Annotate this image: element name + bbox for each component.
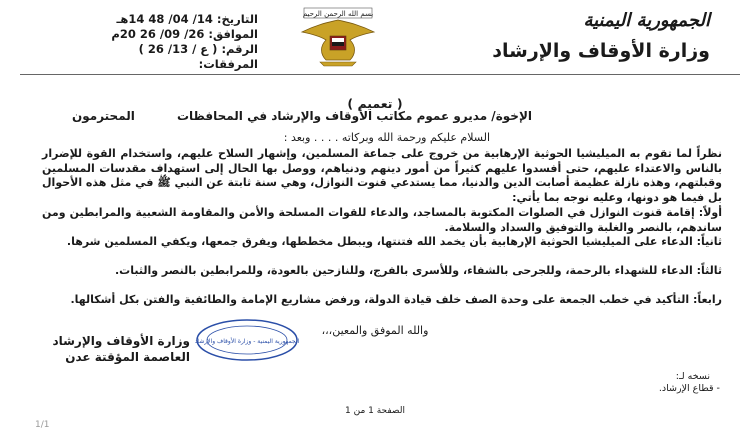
greeting: السلام عليكم ورحمة الله وبركاته . . . . وبعد : (283, 131, 490, 144)
item-first: أولاً: إقامة قنوت النوازل في الصلوات المكتوبة بالمساجد، والدعاء للقوات المسلحة والأمن والمقاومة الشعبية والمرابطين ومن ساندهم، بالنصر والغلبة والتوفيق والسداد والسلامة. (42, 206, 722, 234)
number-label: الرقم: (221, 42, 258, 56)
body-paragraph: نظراً لما تقوم به الميليشيا الحوثية الإرهابية من خروج على جماعة المسلمين، وإشهار السلاح عليهم، واستخدام القوة للإضرار بالناس والاعتداء عليهم، حتى أفسدوا عليهم كثيراً من أمور دينهم ودنياهم، ووصل بها الحال إلى استهداف مقدسات المسلمين وقبلتهم، وهذه نازلة عظيمة أصابت الدين والدنيا، مما يستدعي قنوت النوازل، وهي سنة ثابتة عن النبي ﷺ في مثل هذه الأحوال بل فيما هو دونها، وعليه نوجه بما يأتي: (42, 147, 722, 204)
addressee-suffix: المحترمون (72, 109, 135, 123)
republic-name: الجمهورية اليمنية (583, 10, 710, 31)
copy-to-label: نسخه لـ: (675, 371, 710, 382)
header-divider (20, 74, 740, 75)
corresponding-value: 26/ 09/ 26 20م (111, 27, 205, 41)
signature-line-1: وزارة الأوقاف والإرشاد (52, 334, 190, 348)
circular-title: ( تعميم ) (347, 96, 403, 111)
date-label: التاريخ: (216, 12, 258, 26)
copy-to-item: - قطاع الإرشاد. (658, 383, 720, 394)
attachments-label: المرفقات: (198, 57, 258, 71)
number-value: ( ع / 13/ 26 ) (138, 42, 218, 56)
page-footer: الصفحة 1 من 1 (345, 406, 405, 416)
corresponding-label: الموافق: (208, 27, 258, 41)
emblem-motto: بسم الله الرحمن الرحيم (302, 10, 374, 18)
date-value: 14/ 04/ 48 14هـ (116, 12, 213, 26)
addressee: الإخوة/ مديرو عموم مكاتب الأوقاف والإرشاد في المحافظات (176, 109, 532, 123)
reference-block (28, 12, 258, 72)
official-stamp-icon (195, 318, 300, 363)
item-third: ثالثاً: الدعاء للشهداء بالرحمة، وللجرحى بالشفاء، وللأسرى بالفرج، وللنازحين بالعودة، وللمرابطين بالنصر والثبات. (114, 264, 722, 277)
stamp-text: الجمهورية اليمنية - وزارة الأوقاف والإرشاد (195, 338, 300, 345)
item-fourth: رابعاً: التأكيد في خطب الجمعة على وحدة الصف خلف قيادة الدولة، ورفض مشاريع الإمامة والطائفية والفتن بكل أشكالها. (70, 293, 722, 306)
closing-line: والله الموفق والمعين،،، (321, 324, 429, 337)
item-second: ثانياً: الدعاء على الميليشيا الحوثية الإرهابية بأن يخمد الله فتنتها، ويبطل مخططها، ويفرق جمعها، ويكفي المسلمين شرها. (66, 235, 722, 248)
signature-line-2: العاصمة المؤقتة عدن (65, 350, 190, 364)
page-counter: 1/1 (35, 420, 50, 430)
yemen-emblem-icon (290, 6, 386, 68)
ministry-name: وزارة الأوقاف والإرشاد (492, 40, 710, 62)
